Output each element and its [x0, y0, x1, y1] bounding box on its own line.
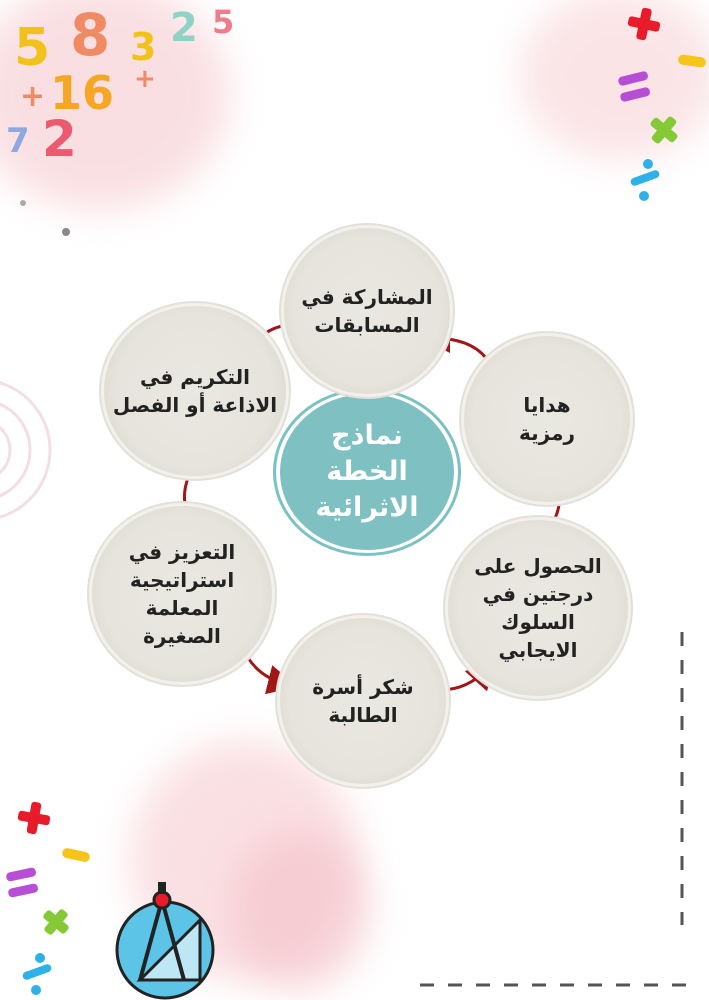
node-thank-family-text: شكر أسرة الطالبة	[312, 675, 414, 727]
node-honoring	[104, 306, 286, 476]
node-honoring-text: التكريم في الاذاعة أو الفصل	[112, 365, 278, 417]
node-little-teacher-text: التعزيز في استراتيجية المعلمة الصغيرة	[128, 540, 236, 648]
number-5-decoration: 5	[14, 18, 51, 78]
number-8-decoration: 8	[70, 1, 111, 69]
node-two-grades	[448, 520, 628, 696]
node-two-grades-text: الحصول على درجتين في السلوك الايجابي	[474, 554, 602, 662]
number-2-red-decoration: 2	[42, 110, 77, 168]
node-little-teacher	[92, 506, 272, 682]
number-16-decoration: 16	[50, 66, 115, 120]
node-competitions-text: المشاركة في المسابقات	[301, 285, 433, 337]
number-5-small-decoration: 5	[212, 3, 235, 41]
number-2-decoration: 2	[170, 5, 198, 51]
center-title: نماذج الخطة الاثرائية	[315, 420, 419, 523]
number-3-decoration: 3	[130, 25, 157, 69]
node-gifts	[464, 336, 630, 502]
node-gifts-text: هدايا رمزية	[519, 393, 575, 445]
plus-decoration: +	[20, 79, 46, 114]
center-circle	[280, 394, 454, 550]
node-thank-family	[280, 618, 446, 784]
node-competitions	[284, 228, 450, 394]
plus-small-decoration: +	[134, 64, 156, 94]
number-7-decoration: 7	[6, 121, 30, 161]
